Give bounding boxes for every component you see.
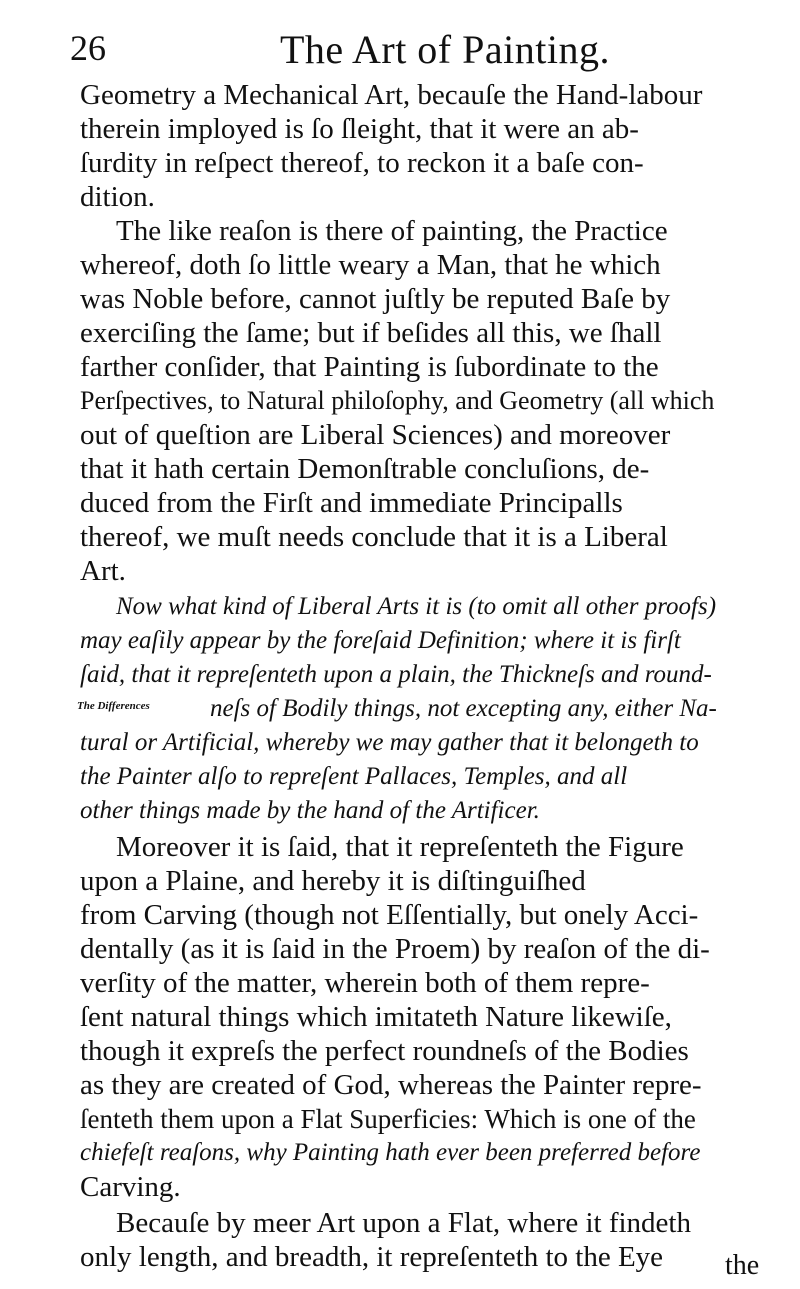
text-line: though it expreſs the perfect roundneſs of the Bodies: [80, 1035, 689, 1067]
text-line: exerciſing the ſame; but if beſides all this, we ſhall: [80, 317, 662, 349]
text-line: duced from the Firſt and immediate Principalls: [80, 487, 623, 519]
page-header: [70, 20, 690, 75]
text-line: Art.: [80, 555, 126, 587]
text-line: Carving.: [80, 1171, 181, 1203]
catchword: the: [725, 1250, 760, 1281]
text-line: dition.: [80, 181, 155, 213]
text-line: neſs of Bodily things, not excepting any, either Na-: [210, 695, 717, 722]
text-line: as they are created of God, whereas the Painter repre-: [80, 1069, 702, 1101]
text-line: ſent natural things which imitateth Nature likewiſe,: [80, 1001, 672, 1033]
text-line: therein imployed is ſo ſleight, that it were an ab-: [80, 113, 639, 145]
margin-note: The Differences: [77, 700, 150, 712]
text-line: ſenteth them upon a Flat Superficies: Which is one of the: [80, 1104, 696, 1134]
text-line: Moreover it is ſaid, that it repreſenteth the Figure: [116, 831, 684, 863]
text-line: Geometry a Mechanical Art, becauſe the Hand-labour: [80, 79, 703, 111]
text-line: Becauſe by meer Art upon a Flat, where it findeth: [116, 1207, 691, 1239]
text-line: may eaſily appear by the foreſaid Definition; where it is firſt: [80, 627, 681, 654]
text-line: dentally (as it is ſaid in the Proem) by reaſon of the di-: [80, 933, 710, 965]
text-line: out of queſtion are Liberal Sciences) and moreover: [80, 419, 671, 451]
text-line: chiefeſt reaſons, why Painting hath ever been preferred before: [80, 1139, 701, 1166]
text-line: Now what kind of Liberal Arts it is (to omit all other proofs): [116, 593, 717, 620]
text-line: that it hath certain Demonſtrable concluſions, de-: [80, 453, 650, 485]
text-line: verſity of the matter, wherein both of them repre-: [80, 967, 650, 999]
text-line: ſurdity in reſpect thereof, to reckon it a baſe con-: [80, 147, 644, 179]
text-line: only length, and breadth, it repreſenteth to the Eye: [80, 1241, 664, 1273]
text-line: was Noble before, cannot juſtly be reputed Baſe by: [80, 283, 671, 315]
text-line: The like reaſon is there of painting, the Practice: [116, 215, 668, 247]
text-line: tural or Artificial, whereby we may gather that it belongeth to: [80, 729, 699, 756]
text-line: upon a Plaine, and hereby it is diſtinguiſhed: [80, 865, 586, 897]
text-line: other things made by the hand of the Artificer.: [80, 797, 540, 824]
text-line: Perſpectives, to Natural philoſophy, and Geometry (all which: [80, 386, 715, 415]
text-line: whereof, doth ſo little weary a Man, that he which: [80, 249, 661, 281]
running-title: The Art of Painting.: [280, 27, 610, 72]
text-line: farther conſider, that Painting is ſubordinate to the: [80, 351, 659, 383]
text-line: thereof, we muſt needs conclude that it is a Liberal: [80, 521, 668, 553]
text-line: the Painter alſo to repreſent Pallaces, Temples, and all: [80, 763, 628, 790]
text-line: from Carving (though not Eſſentially, but onely Acci-: [80, 899, 699, 931]
text-line: ſaid, that it repreſenteth upon a plain, the Thickneſs and round-: [80, 661, 712, 688]
page-number: 26: [70, 28, 106, 68]
